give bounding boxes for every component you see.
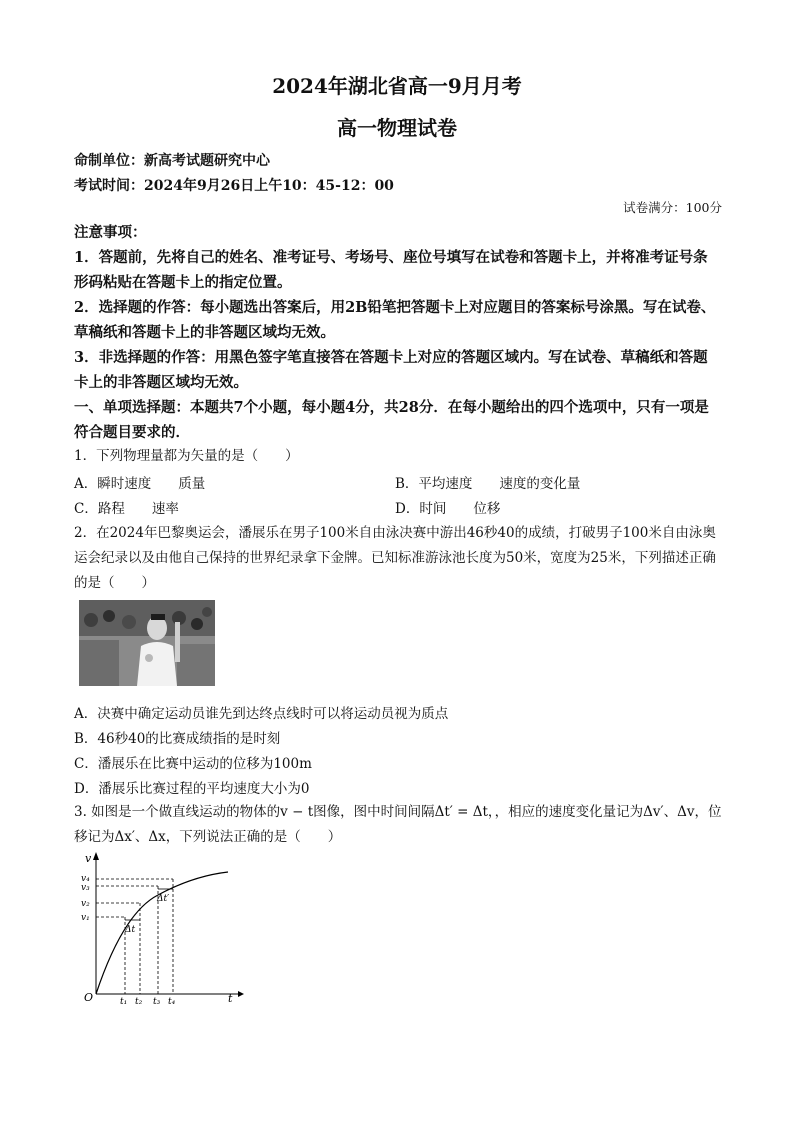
delta-t-label: Δt [125, 925, 136, 935]
organizer-line: 命制单位：新高考试题研究中心 [74, 153, 270, 169]
t1-label: t₁ [120, 997, 128, 1004]
q1-stem: 1．下列物理量都为矢量的是（ ） [74, 448, 299, 464]
exam-title: 2024年湖北省高一9月月考 [272, 74, 522, 98]
x-axis-label: t [228, 992, 233, 1004]
note-item-1: 1．答题前，先将自己的姓名、准考证号、考场号、座位号填写在试卷和答题卡上，并将准考证号条形码粘贴在答题卡上的指定位置。 [74, 249, 708, 291]
full-score: 试卷满分：100分 [623, 200, 722, 215]
q3-stem: 3. 如图是一个做直线运动的物体的v − t图像，图中时间间隔Δt′ = Δt，，相应的速度变化量记为Δv′、Δv，位移记为Δx′、Δx，下列说法正确的是（ ） [74, 804, 722, 845]
t2-label: t₂ [135, 997, 143, 1004]
v2-label: v₂ [81, 899, 90, 909]
y-axis-label: v [85, 852, 92, 865]
q1-option-d: D．时间 位移 [395, 501, 501, 517]
exam-time-line: 考试时间：2024年9月26日上午10：45-12：00 [74, 178, 394, 194]
section1-heading: 一、单项选择题：本题共7个小题，每小题4分，共28分．在每小题给出的四个选项中，只有一项是符合题目要求的． [74, 399, 709, 441]
note-item-2: 2．选择题的作答：每小题选出答案后，用2B铅笔把答题卡上对应题目的答案标号涂黑。写在试卷、草稿纸和答题卡上的非答题区域均无效。 [74, 299, 716, 341]
q2-option-a: A．决赛中确定运动员谁先到达终点线时可以将运动员视为质点 [74, 706, 449, 722]
x-axis-arrow-icon [238, 991, 244, 997]
t3-label: t₃ [153, 997, 161, 1004]
delta-t-prime-label: Δt′ [157, 894, 170, 904]
q1-option-b: B．平均速度 速度的变化量 [395, 476, 581, 492]
q2-option-d: D．潘展乐比赛过程的平均速度大小为0 [74, 781, 310, 797]
note-item-3: 3．非选择题的作答：用黑色签字笔直接答在答题卡上对应的答题区域内。写在试卷、草稿纸和答题卡上的非答题区域均无效。 [74, 349, 708, 391]
t4-label: t₄ [168, 997, 176, 1004]
q2-option-b: B．46秒40的比赛成绩指的是时刻 [74, 731, 281, 747]
velocity-curve [96, 872, 228, 994]
exam-subtitle: 高一物理试卷 [337, 116, 457, 140]
notes-heading: 注意事项： [74, 224, 147, 241]
v4-label: v₄ [81, 874, 90, 884]
q2-stem: 2．在2024年巴黎奥运会，潘展乐在男子100米自由泳决赛中游出46秒40的成绩，打破男子100米自由泳奥运会纪录以及由他自己保持的世界纪录拿下金牌。已知标准游泳池长度为50米，宽度为25米，下列描述正确的是（ ） [74, 525, 716, 591]
vt-graph [78, 848, 248, 1004]
v3-label: v₃ [81, 883, 90, 893]
y-axis-arrow-icon [93, 852, 99, 860]
swimmer-photo [79, 600, 215, 686]
q1-option-a: A．瞬时速度 质量 [74, 476, 206, 492]
q2-option-c: C．潘展乐在比赛中运动的位移为100m [74, 756, 312, 772]
q1-option-c: C．路程 速率 [74, 501, 179, 517]
v1-label: v₁ [81, 913, 90, 923]
origin-label: O [84, 991, 94, 1004]
